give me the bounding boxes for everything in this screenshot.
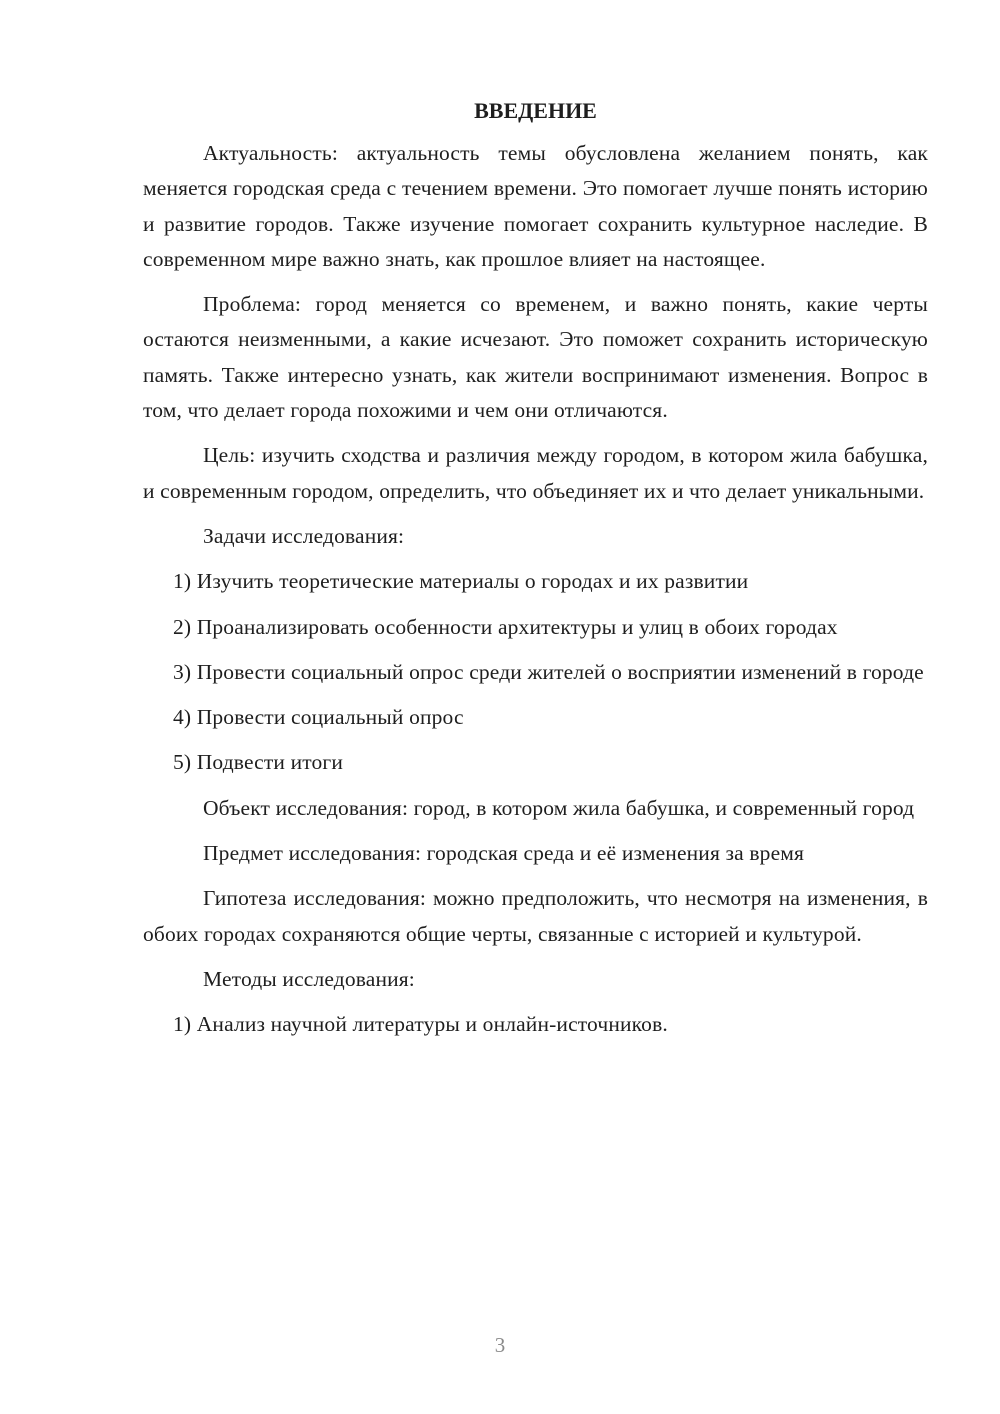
- paragraph-hypothesis: Гипотеза исследования: можно предположить, что несмотря на изменения, в обоих городах сохраняются общие черты, связанные с историей и культурой.: [143, 886, 928, 946]
- page-content: [143, 94, 928, 1053]
- task-item-4: 4) Провести социальный опрос: [173, 705, 464, 730]
- method-item-1: 1) Анализ научной литературы и онлайн-источников.: [173, 1012, 668, 1037]
- paragraph-problem: Проблема: город меняется со временем, и важно понять, какие черты остаются неизменными, а какие исчезают. Это поможет сохранить историческую память. Также интересно узнать, как жители воспринимают изменения. Вопрос в том, что делает города похожими и чем они отличаются.: [143, 292, 928, 423]
- paragraph-goal: Цель: изучить сходства и различия между городом, в котором жила бабушка, и современным городом, определить, что объединяет их и что делает уникальными.: [143, 443, 928, 503]
- task-item-2: 2) Проанализировать особенности архитектуры и улиц в обоих городах: [173, 614, 838, 639]
- paragraph-tasks-heading: Задачи исследования:: [203, 523, 405, 548]
- task-item-3: 3) Провести социальный опрос среди жителей о восприятии изменений в городе: [173, 659, 924, 684]
- task-item-5: 5) Подвести итоги: [173, 750, 344, 775]
- page-number: 3: [494, 1333, 506, 1357]
- paragraph-methods-heading: Методы исследования:: [203, 966, 415, 991]
- paragraph-relevance: Актуальность: актуальность темы обусловлена желанием понять, как меняется городская среда с течением времени. Это помогает лучше понять историю и развитие городов. Также изучение помогает сохранить культурное наследие. В современном мире важно знать, как прошлое влияет на настоящее.: [143, 141, 928, 271]
- paragraph-object: Объект исследования: город, в котором жила бабушка, и современный город: [203, 795, 915, 820]
- task-item-1: 1) Изучить теоретические материалы о городах и их развитии: [173, 569, 749, 594]
- paragraph-subject: Предмет исследования: городская среда и её изменения за время: [203, 841, 805, 866]
- section-title: ВВЕДЕНИЕ: [474, 98, 597, 123]
